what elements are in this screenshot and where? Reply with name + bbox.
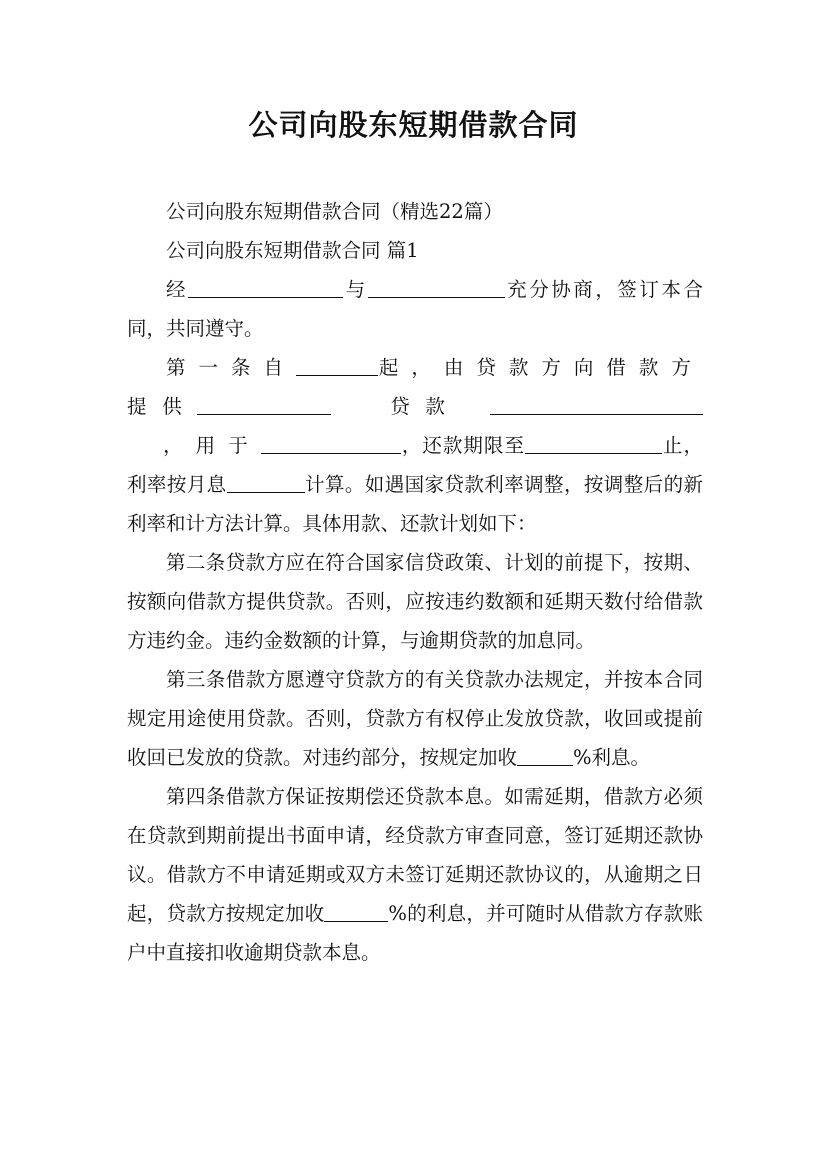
intro-paragraph — [127, 270, 703, 348]
art1-text-g: 计算。如遇国家贷款利率调整，按调整后的新利率和计方法计算。具体用款、还款计划如下： — [127, 473, 703, 535]
monthly-rate-blank — [227, 472, 305, 493]
art1-text-b: 起，由贷款方向借款方提供 — [127, 356, 703, 418]
article-2: 第二条贷款方应在符合国家信贷政策、计划的前提下，按期、按额向借款方提供贷款。否则，应按违约数额和延期天数付给借款方违约金。违约金数额的计算，与逾期贷款的加息同。 — [127, 551, 703, 652]
art1-text-e: ，还款期限至 — [400, 434, 525, 457]
article-1 — [127, 348, 703, 543]
art3-text-a: 第三条借款方愿遵守贷款方的有关贷款办法规定，并按本合同规定用途使用贷款。否则，贷款方有权停止发放贷款，收回或提前收回已发放的贷款。对违约部分，按规定加收 — [127, 668, 703, 769]
art1-text-f: 止，利率按月息 — [127, 434, 703, 496]
loan-amount-blank — [490, 394, 703, 415]
party-b-blank — [368, 277, 505, 298]
art1-text-c: 贷款 — [390, 395, 461, 418]
article-4 — [127, 777, 703, 972]
document-body — [127, 192, 703, 972]
overdue-rate-blank — [324, 901, 388, 922]
art3-text-b: %利息。 — [573, 746, 651, 769]
purpose-blank — [261, 433, 401, 454]
art1-text-a: 第一条自 — [166, 356, 296, 379]
loan-type-blank — [197, 394, 331, 415]
intro-text-b: 与 — [343, 278, 368, 301]
start-date-blank — [296, 355, 378, 376]
penalty-rate-blank — [517, 745, 573, 766]
party-a-blank — [188, 277, 343, 298]
intro-text-a: 经 — [166, 278, 189, 301]
document-title: 公司向股东短期借款合同 — [248, 108, 579, 142]
art1-text-d: ，用于 — [163, 434, 261, 457]
article-3 — [127, 660, 703, 777]
due-date-blank — [525, 433, 662, 454]
document-subtitle: 公司向股东短期借款合同（精选22篇） — [166, 200, 503, 223]
intro-text-c: 充分协商，签订本合同，共同遵守。 — [127, 278, 703, 340]
art4-text-a: 第四条借款方保证按期偿还贷款本息。如需延期，借款方必须在贷款到期前提出书面申请，经贷款方审查同意，签订延期还款协议。借款方不申请延期或双方未签订延期还款协议的，从逾期之日起，贷款方按规定加收 — [127, 785, 703, 925]
art4-text-b: %的利息，并可随时从借款方存款账户中直接扣收逾期贷款本息。 — [127, 902, 703, 964]
section-heading: 公司向股东短期借款合同 篇1 — [166, 239, 419, 262]
